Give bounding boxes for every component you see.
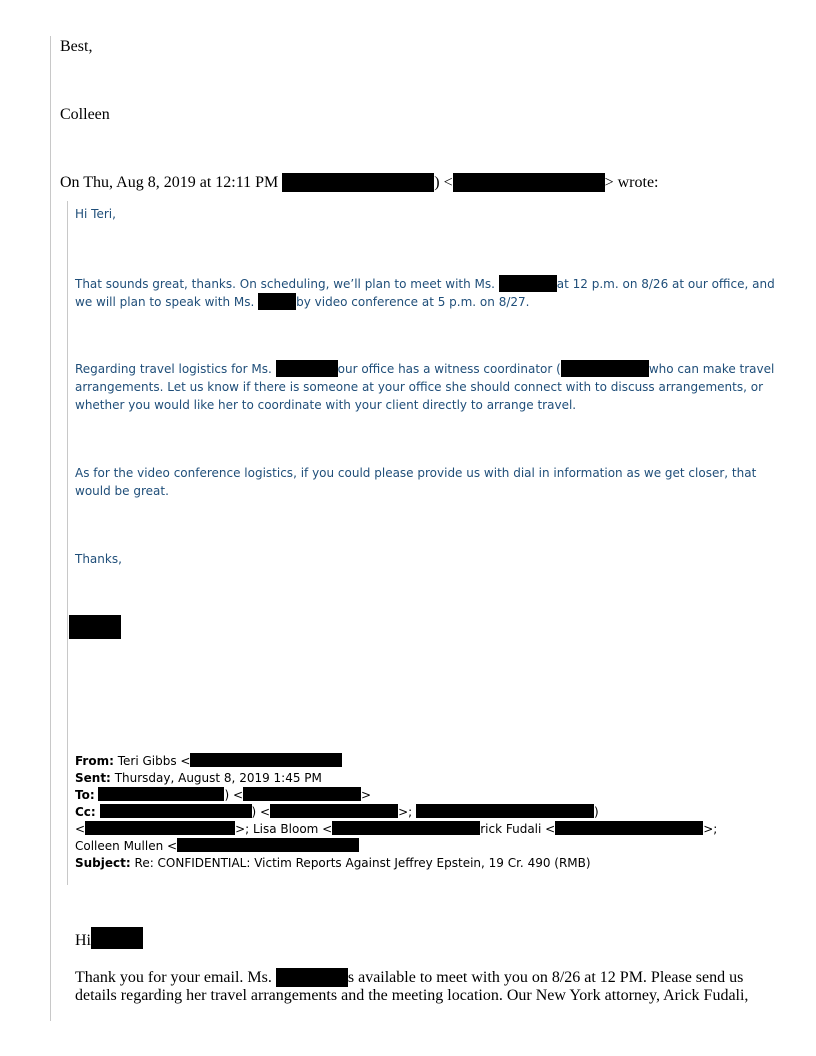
redaction	[270, 804, 398, 818]
redaction	[282, 173, 434, 192]
quoted-closing: Thanks,	[75, 552, 122, 566]
salutation: Best,	[60, 38, 93, 55]
signature: Colleen	[60, 106, 110, 123]
redaction	[276, 968, 348, 987]
redaction	[258, 293, 296, 310]
redaction	[276, 360, 338, 377]
redaction	[177, 838, 359, 852]
redaction	[85, 821, 235, 835]
redaction	[332, 821, 480, 835]
quoted-greeting: Hi Teri,	[75, 207, 116, 221]
header-to: To: ) < >	[75, 788, 372, 802]
redaction	[190, 753, 342, 767]
header-from: From: Teri Gibbs <	[75, 753, 342, 770]
attribution-line	[60, 173, 659, 192]
quote-border-outer	[50, 36, 51, 1021]
header-subject: Subject: Re: CONFIDENTIAL: Victim Reports Against Jeffrey Epstein, 19 Cr. 490 (RMB)	[75, 856, 591, 870]
redaction	[243, 787, 361, 801]
quote-border-inner	[67, 201, 68, 885]
header-sent: Sent: Thursday, August 8, 2019 1:45 PM	[75, 771, 322, 785]
redaction	[499, 275, 557, 292]
redaction	[69, 615, 121, 639]
redaction	[91, 927, 143, 949]
header-cc: Cc: ) < >; )	[75, 805, 599, 819]
redaction	[561, 360, 649, 377]
body-line-2: details regarding her travel arrangements and the meeting location. Our New York attorney, Arick Fudali,	[75, 987, 749, 1004]
attribution-prefix: On Thu, Aug 8, 2019 at 12:11 PM	[60, 174, 279, 191]
quoted-paragraph-2: Regarding travel logistics for Ms. our office has a witness coordinator ( who can make travel arrangements. Let us know if there is someone at your office she should connect with to discuss arrangements, or whether you would like her to coordinate with your client directly to arrange travel.	[75, 362, 775, 412]
attribution-suffix: > wrote:	[604, 174, 659, 191]
redaction	[100, 804, 252, 818]
redaction	[555, 821, 703, 835]
header-cc-line2: < >; Lisa Bloom < rick Fudali < >;	[75, 822, 718, 836]
quoted-paragraph-1: That sounds great, thanks. On scheduling, we’ll plan to meet with Ms. at 12 p.m. on 8/26 at our office, and we will plan to speak with Ms. by video conference at 5 p.m. on 8/27.	[75, 277, 775, 309]
quoted-paragraph-3: As for the video conference logistics, if you could please provide us with dial in information as we get closer, that would be great.	[75, 466, 757, 498]
attribution-mid: ) <	[434, 174, 453, 191]
body-greeting: Hi	[75, 931, 143, 950]
redaction	[416, 804, 594, 818]
redaction	[98, 787, 224, 801]
body-line-1: Thank you for your email. Ms. s available to meet with you on 8/26 at 12 PM. Please send us	[75, 969, 744, 986]
header-cc-line3: Colleen Mullen <	[75, 838, 359, 855]
redaction	[453, 173, 605, 192]
